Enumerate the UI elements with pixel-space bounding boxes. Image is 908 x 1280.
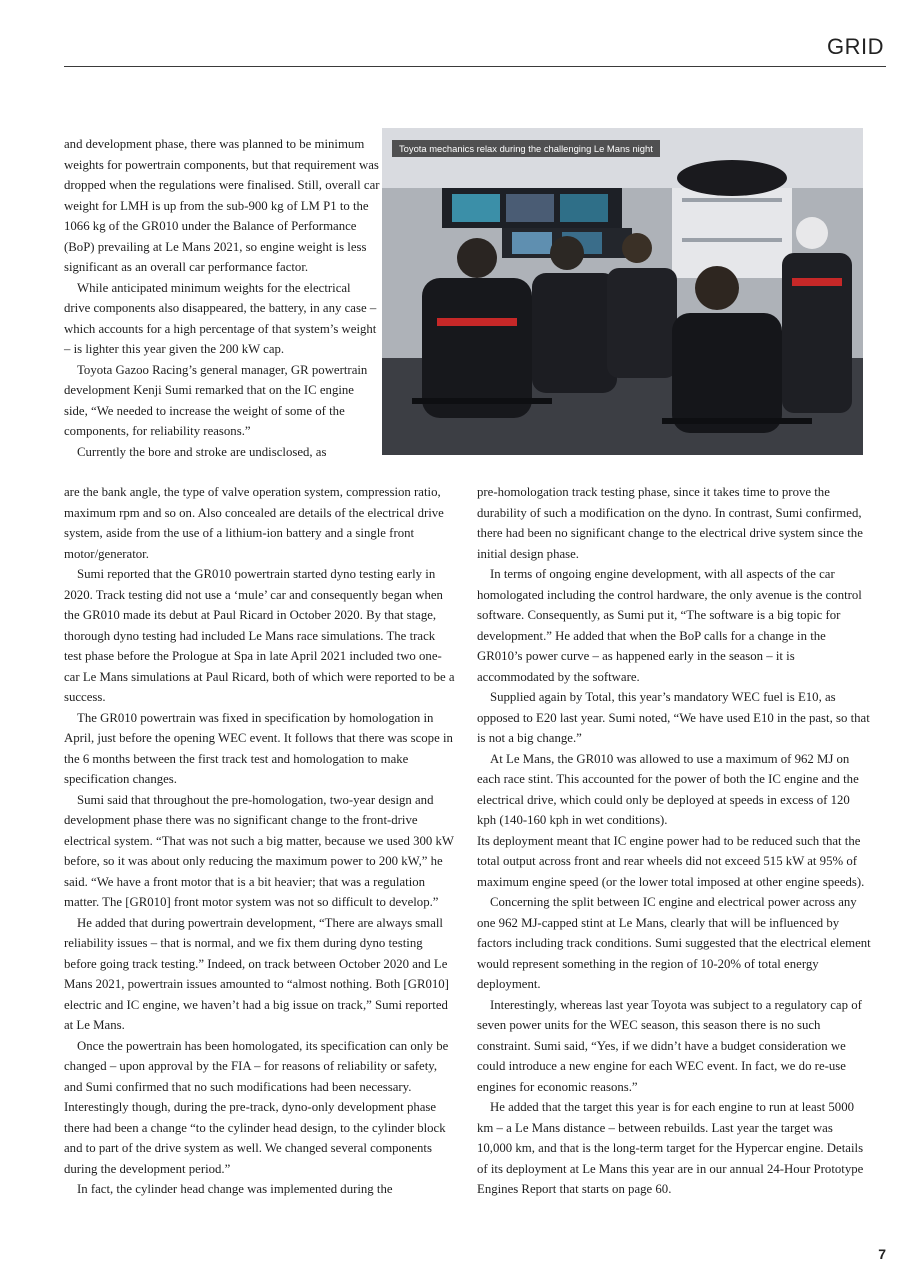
article-column-left (64, 482, 456, 1200)
section-label: GRID (827, 34, 884, 59)
page-number: 7 (878, 1246, 886, 1262)
paragraph: He added that during powertrain development, “There are always small reliability issues – that is normal, and we fix them during dyno testing before going track testing.” Indeed, on track between October 2020 and Le Mans 2021, powertrain issues amounted to “almost nothing. Both [GR010] electric and IC engine, we haven’t had a big issue on track,” Sumi reported at Le Mans. (64, 915, 449, 1032)
paragraph: The GR010 powertrain was fixed in specification by homologation in April, just before the opening WEC event. It follows that there was scope in the 6 months between the first track test and homologation to make specification changes. (64, 710, 453, 786)
paragraph: At Le Mans, the GR010 was allowed to use a maximum of 962 MJ on each race stint. This accounted for the power of both the IC engine and the electrical drive, which could only be deployed at speeds in excess of 120 kph (140-160 kph in wet conditions). (477, 751, 859, 827)
photo-caption: Toyota mechanics relax during the challenging Le Mans night (392, 140, 660, 157)
article-column-left-top (64, 134, 380, 462)
paragraph: Interestingly, whereas last year Toyota was subject to a regulatory cap of seven power units for the WEC season, this season there is no such constraint. Sumi said, “Yes, if we didn’t have a budget consideration we could introduce a new engine for each WEC event. In fact, we do re-use engines for economic reasons.” (477, 997, 862, 1094)
paragraph: He added that the target this year is for each engine to run at least 5000 km – a Le Mans distance – between rebuilds. Last year the target was 10,000 km, and that is the long-term target for the Hypercar engine. Details of its deployment at Le Mans this year are in our annual 24-Hour Prototype Engines Report that starts on page 60. (477, 1100, 864, 1196)
paragraph: Supplied again by Total, this year’s mandatory WEC fuel is E10, as opposed to E20 last year. Sumi noted, “We have used E10 in the past, so that is not a big change.” (477, 690, 870, 745)
pit-garage-illustration (382, 128, 863, 455)
article-photo (382, 128, 863, 455)
paragraph: pre-homologation track testing phase, since it takes time to prove the durability of such a modification on the dyno. In contrast, Sumi confirmed, there had been no significant change to the electrical drive system since the initial design phase. (477, 485, 863, 561)
paragraph: Its deployment meant that IC engine power had to be reduced such that the total output across front and rear wheels did not exceed 515 kW at 95% of maximum engine speed (or the lower total imposed at other engine speeds). (477, 833, 865, 889)
paragraph: In terms of ongoing engine development, with all aspects of the car homologated including the control hardware, the only avenue is the control software. Consequently, as Sumi put it, “The software is a big topic for development.” He added that when the BoP calls for a change in the GR010’s power curve – as happened early in the season – it is accommodated by the software. (477, 567, 862, 684)
paragraph: Once the powertrain has been homologated, its specification can only be changed – upon approval by the FIA – for reasons of reliability or safety, and Sumi confirmed that no such modifications had been necessary. Interestingly though, during the pre-track, dyno-only development phase there had been a change “to the cylinder head design, to the cylinder block and to part of the drive system as well. We changed several components during the development period.” (64, 1038, 449, 1176)
paragraph: Sumi reported that the GR010 powertrain started dyno testing early in 2020. Track testing did not use a ‘mule’ car and consequently began when the GR010 made its debut at Paul Ricard in October 2020. By that stage, thorough dyno testing had included Le Mans race simulations. The track test phase before the Prologue at Spa in late April 2021 included two one-car Le Mans simulations at Paul Ricard, both of which were reported to be a success. (64, 567, 455, 704)
article-column-right (477, 482, 871, 1200)
paragraph: and development phase, there was planned to be minimum weights for powertrain components, but that requirement was dropped when the regulations were finalised. Still, overall car weight for LMH is up from the sub-900 kg of LM P1 to the 1066 kg of the GR010 under the Balance of Performance (BoP) prevailing at Le Mans 2021, so engine weight is less significant as an overall car performance factor. (64, 137, 380, 274)
paragraph: Sumi said that throughout the pre-homologation, two-year design and development phase there was no significant change to the front-drive electrical system. “That was not such a big matter, because we used 300 kW before, so it was about only reducing the maximum power to 200 kW,” he said. “We have a front motor that is a bit heavier; that was a regulation matter. The [GR010] front motor system was not so difficult to develop.” (64, 792, 454, 909)
paragraph: Toyota Gazoo Racing’s general manager, GR powertrain development Kenji Sumi remarked that on the IC engine side, “We needed to increase the weight of some of the components, for reliability reasons.” (64, 362, 368, 438)
paragraph: Concerning the split between IC engine and electrical power across any one 962 MJ-capped stint at Le Mans, clearly that will be influenced by factors including track conditions. Sumi suggested that the electrical element would represent something in the region of 10-20% of total energy deployment. (477, 895, 871, 991)
paragraph: are the bank angle, the type of valve operation system, compression ratio, maximum rpm and so on. Also concealed are details of the electrical drive system, aside from the use of a lithium-ion battery and a single front motor/generator. (64, 485, 444, 561)
paragraph: Currently the bore and stroke are undisclosed, as (77, 444, 327, 459)
paragraph: In fact, the cylinder head change was implemented during the (77, 1182, 393, 1196)
header-rule (64, 66, 886, 67)
paragraph: While anticipated minimum weights for the electrical drive components also disappeared, the battery, in any case – which accounts for a high percentage of that system’s weight – is lighter this year given the 200 kW cap. (64, 280, 377, 356)
